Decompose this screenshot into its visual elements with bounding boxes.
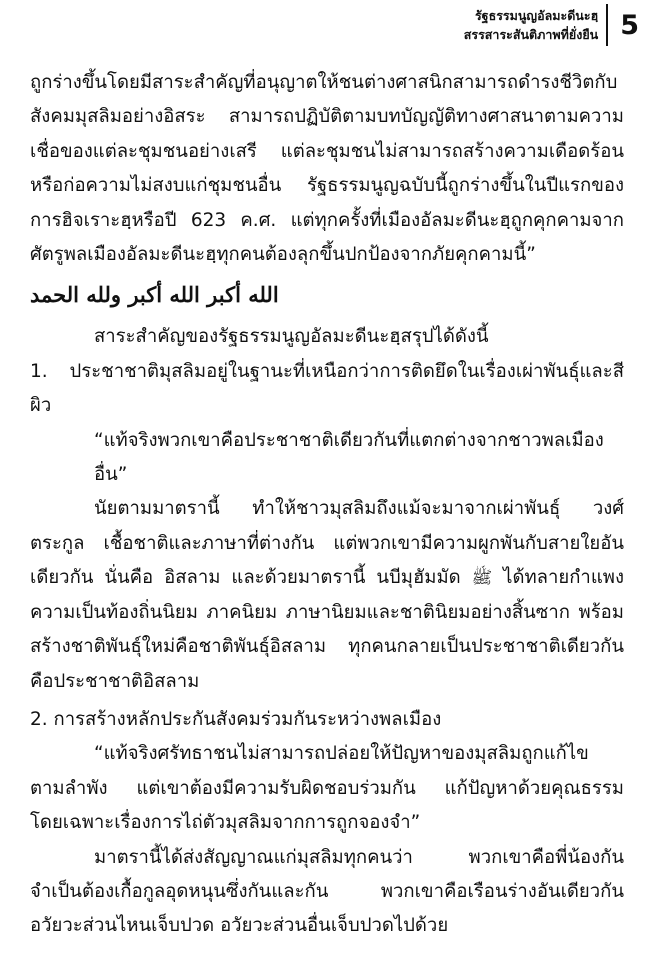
intro-paragraph (30, 66, 624, 272)
arabic-phrase: الله أكبر الله أكبر ولله الحمد (30, 282, 279, 308)
text-line: ความเป็นท้องถิ่นนิยม ภาคนิยม ภาษานิยมและชาตินิยมอย่างสิ้นซาก พร้อม (30, 601, 624, 623)
point-2-heading: 2. การสร้างหลักประกันสังคมร่วมกันระหว่างพลเมือง (30, 708, 442, 730)
book-subtitle: สรรสาระสันติภาพที่ยั่งยืน (463, 27, 599, 42)
point-1-heading: 1. ประชาชาติมุสลิมอยู่ในฐานะที่เหนือกว่าการติดยึดในเรื่องเผ่าพันธุ์และสีผิว (30, 360, 624, 417)
quote-line: “แท้จริงศรัทธาชนไม่สามารถปล่อยให้ปัญหาของมุสลิมถูกแก้ไข (94, 743, 589, 765)
text-line: คือประชาชาติอิสลาม (30, 670, 200, 692)
text-line: ตระกูล เชื้อชาติและภาษาที่ต่างกัน แต่พวกเขามีความผูกพันกับสายใยอัน (30, 532, 624, 554)
page-body (30, 66, 624, 944)
text-line: สังคมมุสลิมอย่างอิสระ สามารถปฏิบัติตามบทบัญญัติทางศาสนาตามความ (30, 106, 624, 128)
text-line: การฮิจเราะฮฺหรือปี 623 ค.ศ. แต่ทุกครั้งที่เมืองอัลมะดีนะฮฺถูกคุกคามจาก (30, 209, 624, 231)
text-line: สร้างชาติพันธุ์ใหม่คือชาติพันธุ์อิสลาม ทุกคนกลายเป็นประชาชาติเดียวกัน (30, 636, 624, 658)
text-line: เชื่อของแต่ละชุมชนอย่างเสรี แต่ละชุมชนไม่สามารถสร้างความเดือดร้อน (30, 140, 624, 162)
text-line: นัยตามมาตรานี้ ทำให้ชาวมุสลิมถึงแม้จะมาจากเผ่าพันธุ์ วงศ์ (94, 498, 624, 520)
text-segment: เดียวกัน นั่นคือ อิสลาม และด้วยมาตรานี้ นบีมุฮัมมัด (30, 567, 461, 589)
quote-line: ตามลำพัง แต่เขาต้องมีความรับผิดชอบร่วมกัน แก้ปัญหาด้วยคุณธรรม (30, 777, 624, 799)
running-header-titles (464, 6, 606, 44)
text-line: ศัตรูพลเมืองอัลมะดีนะฮฺทุกคนต้องลุกขึ้นปกป้องจากภัยคุกคามนี้” (30, 244, 536, 266)
text-line-with-honorific (30, 561, 624, 595)
text-line: หรือก่อความไม่สงบแก่ชุมชนอื่น รัฐธรรมนูญฉบับนี้ถูกร่างขึ้นในปีแรกของ (30, 175, 624, 197)
point-2 (30, 703, 624, 944)
text-line: ถูกร่างขึ้นโดยมีสาระสำคัญที่อนุญาตให้ชนต่างศาสนิกสามารถดำรงชีวิตกับ (30, 72, 618, 93)
summary-intro: สาระสำคัญของรัฐธรรมนูญอัลมะดีนะฮฺสรุปได้ดังนี้ (94, 326, 489, 348)
book-title: รัฐธรรมนูญอัลมะดีนะฮฺ (474, 8, 599, 23)
running-header (464, 2, 641, 48)
point-1-quote: “แท้จริงพวกเขาคือประชาชาติเดียวกันที่แตกต่างจากชาวพลเมืองอื่น” (94, 429, 604, 486)
text-line: จำเป็นต้องเกื้อกูลอุดหนุนซึ่งกันและกัน พวกเขาคือเรือนร่างอันเดียวกัน (30, 880, 624, 902)
point-1 (30, 355, 624, 699)
page-number: 5 (620, 9, 639, 41)
honorific-symbol: ﷺ (471, 568, 493, 589)
arabic-phrase-block (30, 272, 624, 320)
text-line: อวัยวะส่วนไหนเจ็บปวด อวัยวะส่วนอื่นเจ็บปวดไปด้วย (30, 915, 449, 937)
text-line: มาตรานี้ได้ส่งสัญญาณแก่มุสลิมทุกคนว่า พวกเขาคือพี่น้องกัน (94, 846, 624, 868)
text-segment: ได้ทลายกำแพง (503, 567, 624, 589)
quote-line: โดยเฉพาะเรื่องการไถ่ตัวมุสลิมจากการถูกจองจำ” (30, 812, 421, 834)
